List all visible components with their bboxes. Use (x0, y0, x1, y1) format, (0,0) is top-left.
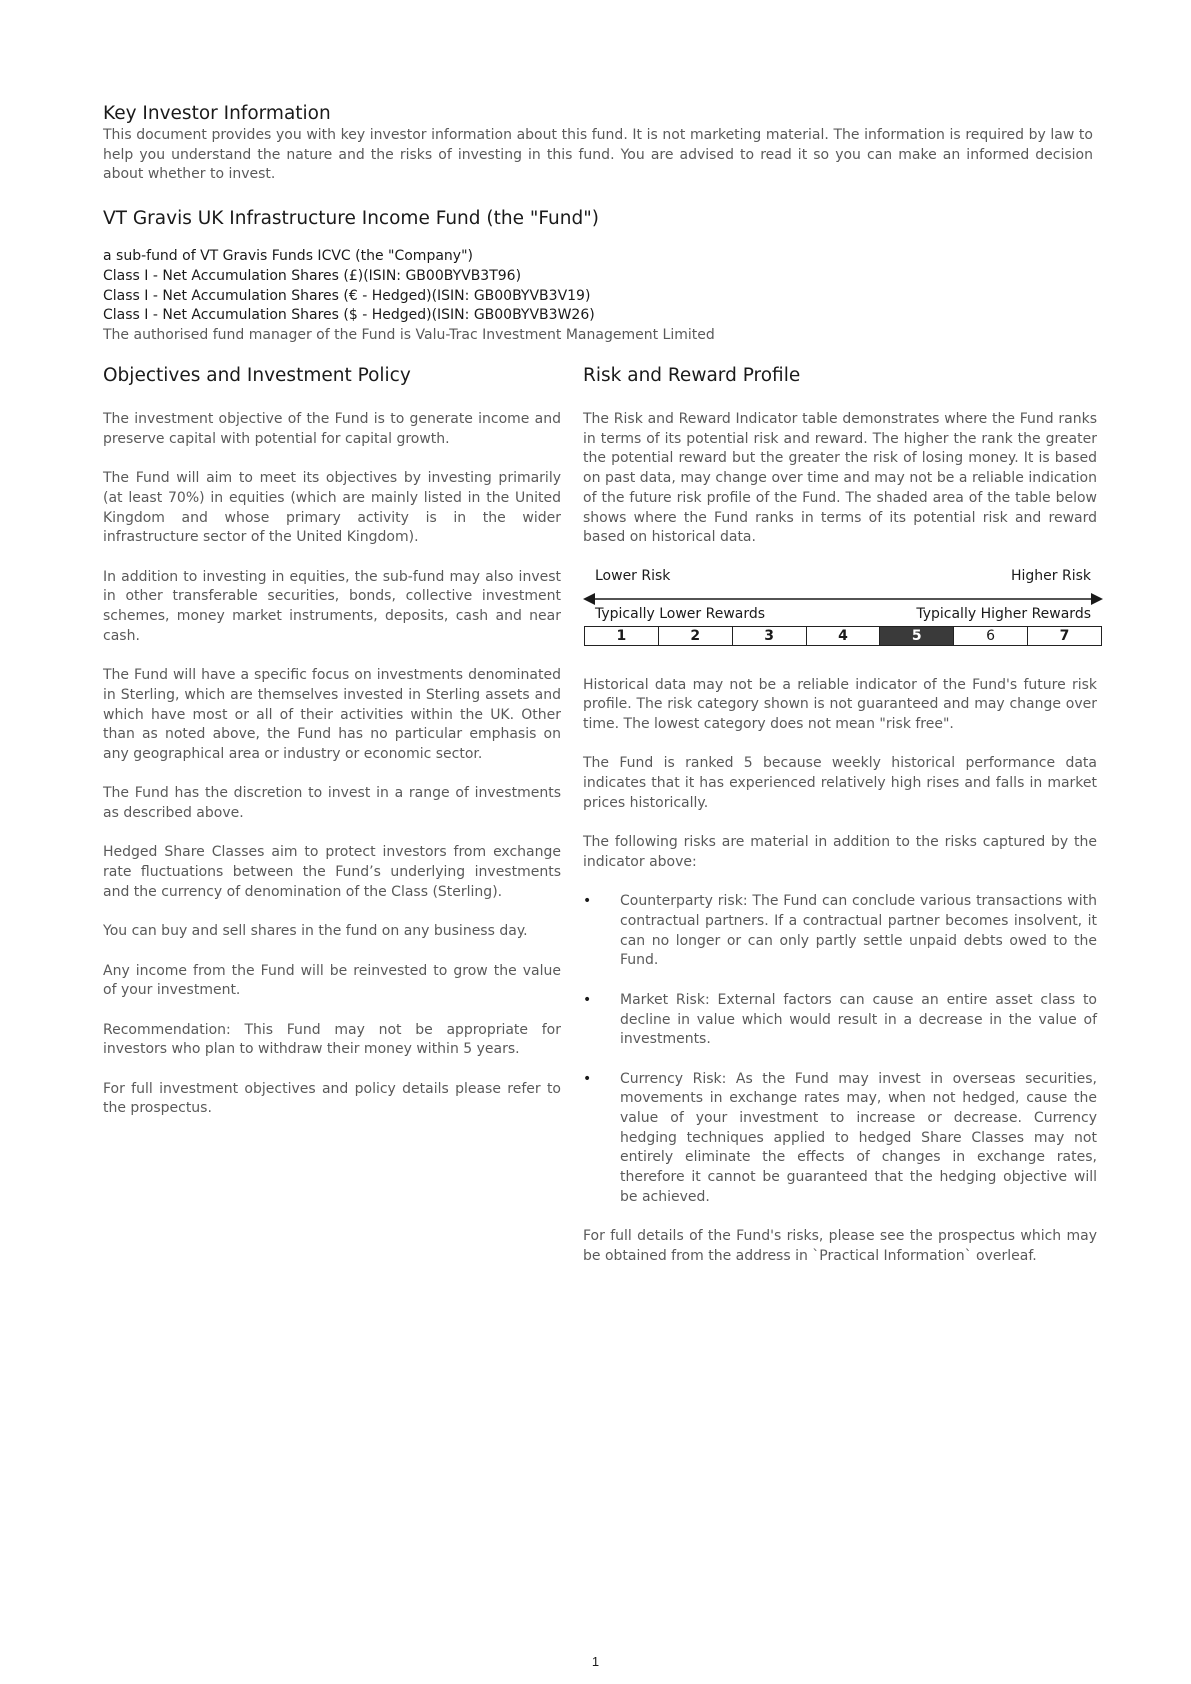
risk-bullet-text: Market Risk: External factors can cause an entire asset class to decline in value which would result in a decrease in the value of investments. (620, 991, 1097, 1048)
share-class-line: Class I - Net Accumulation Shares ($ - Hedged)(ISIN: GB00BYVB3W26) (103, 307, 595, 324)
fund-share-classes (103, 247, 1093, 346)
risk-heading: Risk and Reward Profile (583, 365, 801, 386)
risk-level-cell: 7 (1028, 626, 1102, 645)
risk-level-cell: 4 (806, 626, 880, 645)
risk-level-table (584, 626, 1102, 646)
risk-level-cell: 3 (732, 626, 806, 645)
risk-level-cell-selected: 5 (880, 626, 954, 645)
bullet-icon: • (583, 893, 592, 910)
objectives-paragraph: The investment objective of the Fund is to generate income and preserve capital with potential for capital growth. (103, 411, 561, 447)
risk-level-cell: 1 (585, 626, 659, 645)
objectives-column (103, 364, 561, 1139)
fund-manager-line: The authorised fund manager of the Fund is Valu-Trac Investment Management Limited (103, 326, 715, 343)
share-class-line: Class I - Net Accumulation Shares (€ - Hedged)(ISIN: GB00BYVB3V19) (103, 287, 591, 304)
risk-paragraph: The following risks are material in addition to the risks captured by the indicator above: (583, 834, 1097, 870)
objectives-paragraph: The Fund has the discretion to invest in a range of investments as described above. (103, 785, 561, 821)
lower-risk-label: Lower Risk (595, 567, 671, 584)
risk-level-cell: 6 (954, 626, 1028, 645)
objectives-paragraph: The Fund will aim to meet its objectives by investing primarily (at least 70%) in equities (which are mainly listed in the United Kingdom and whose primary activity is in the wider infrastructure sector of the United Kingdom). (103, 470, 561, 546)
sub-fund-line: a sub-fund of VT Gravis Funds ICVC (the "Company") (103, 248, 473, 265)
risk-bullet-item (583, 1070, 1097, 1208)
risk-reward-indicator (583, 568, 1103, 656)
objectives-paragraph: The Fund will have a specific focus on investments denominated in Sterling, which are themselves invested in Sterling assets and which have most or all of their activities within the UK. Other than as noted above, the Fund has no particular emphasis on any geographical area or industry or economic sector. (103, 667, 561, 762)
objectives-paragraph: In addition to investing in equities, the sub-fund may also invest in other transferable securities, bonds, collective investment schemes, money market instruments, deposits, cash and near cash. (103, 568, 561, 644)
risk-paragraph: The Fund is ranked 5 because weekly historical performance data indicates that it has experienced relatively high rises and falls in market prices historically. (583, 755, 1097, 811)
risk-bullet-item (583, 991, 1097, 1050)
fund-title: VT Gravis UK Infrastructure Income Fund (the "Fund") (103, 208, 599, 230)
objectives-paragraph: Any income from the Fund will be reinvested to grow the value of your investment. (103, 962, 561, 999)
risk-bullet-item (583, 892, 1097, 971)
objectives-paragraph: Hedged Share Classes aim to protect investors from exchange rate fluctuations between the Fund’s underlying investments and the currency of denomination of the Class (Sterling). (103, 844, 561, 900)
objectives-paragraph: Recommendation: This Fund may not be appropriate for investors who plan to withdraw their money within 5 years. (103, 1021, 561, 1058)
risk-column (583, 364, 1097, 1286)
bullet-icon: • (583, 991, 592, 1008)
risk-intro: The Risk and Reward Indicator table demonstrates where the Fund ranks in terms of its potential risk and reward. The higher the rank the greater the potential reward but the greater the risk of losing money. It is based on past data, may change over time and may not be a reliable indication of the future risk profile of the Fund. The shaded area of the table below shows where the Fund ranks in terms of its potential risk and reward based on historical data. (583, 411, 1097, 546)
risk-paragraph: Historical data may not be a reliable indicator of the Fund's future risk profile. The risk category shown is not guaranteed and may change over time. The lowest category does not mean "risk free". (583, 676, 1097, 733)
bullet-icon: • (583, 1070, 592, 1087)
double-arrow-icon (583, 593, 1103, 605)
page-number: 1 (591, 1654, 600, 1669)
higher-risk-label: Higher Risk (1010, 567, 1091, 584)
document-title: Key Investor Information (103, 103, 331, 124)
risk-bullet-text: Currency Risk: As the Fund may invest in overseas securities, movements in exchange rates may, when not hedged, cause the value of your investment to increase or decrease. Currency hedging techniques applied to hedged Share Classes may not entirely eliminate the effects of changes in exchange rates, therefore it cannot be guaranteed that the hedging objective will be achieved. (620, 1070, 1097, 1205)
objectives-heading: Objectives and Investment Policy (103, 365, 411, 386)
risk-bullet-list (583, 892, 1097, 1207)
risk-bullet-text: Counterparty risk: The Fund can conclude various transactions with contractual partners. If a contractual partner becomes insolvent, it can no longer or can only partly settle unpaid debts owed to the Fund. (620, 893, 1097, 969)
share-class-line: Class I - Net Accumulation Shares (£)(ISIN: GB00BYVB3T96) (103, 267, 522, 284)
risk-level-cell: 2 (658, 626, 732, 645)
document-page (103, 102, 1097, 1264)
intro-paragraph: This document provides you with key investor information about this fund. It is not marketing material. The information is required by law to help you understand the nature and the risks of investing in this fund. You are advised to read it so you can make an informed decision about whether to invest. (103, 127, 1093, 183)
lower-rewards-label: Typically Lower Rewards (595, 605, 766, 622)
higher-rewards-label: Typically Higher Rewards (916, 605, 1091, 622)
objectives-paragraph: You can buy and sell shares in the fund on any business day. (103, 923, 528, 940)
risk-closing-paragraph: For full details of the Fund's risks, please see the prospectus which may be obtained from the address in `Practical Information` overleaf. (583, 1228, 1097, 1264)
objectives-paragraph: For full investment objectives and policy details please refer to the prospectus. (103, 1080, 561, 1117)
